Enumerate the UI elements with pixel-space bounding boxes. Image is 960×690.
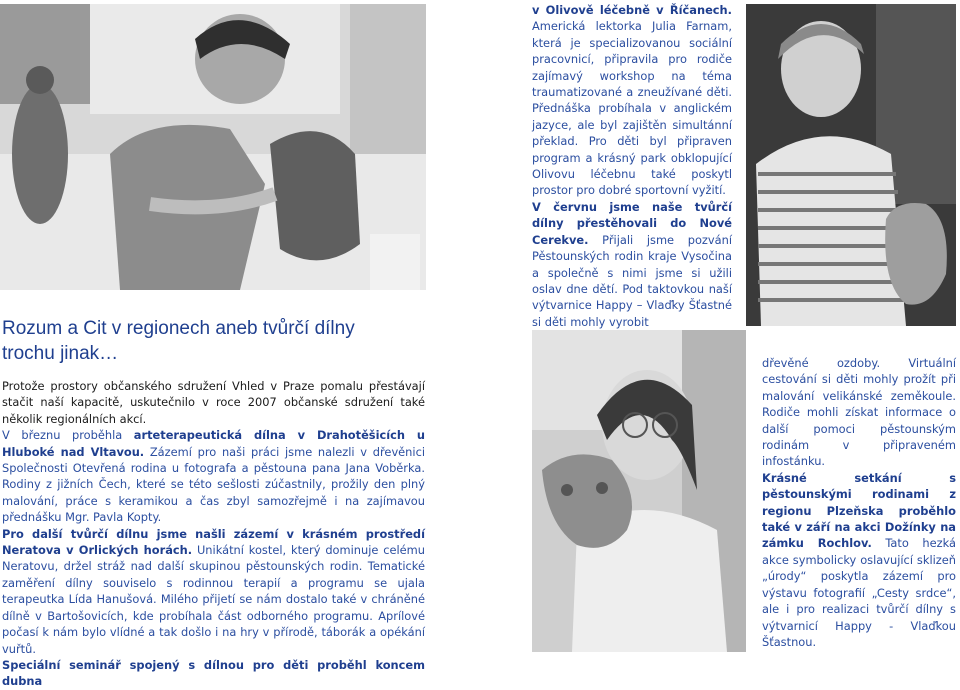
left-p3-rest: Unikátní kostel, který dominuje celému Neratovu, držel stráž nad další skupinou pěstounských rodin. Tematické zaměření dílny souviselo s rodinnou terapií a programu se ujala terapeutka Lída Hanušová. Milého přijetí se nám dostalo také v chráněné dílně v Bartošovicích, kde probíhala část odborného programu. Aprílové počasí k nám bylo vlídné a tak došlo i na hry v přírodě, táborák a opékání vuřtů. bbox=[2, 543, 425, 656]
left-column-text bbox=[2, 378, 425, 690]
left-p3-bold: Pro další tvůrčí dílnu jsme našli zázemí v krásném prostředí Neratova v Orlických horách. bbox=[2, 526, 425, 558]
middle-p2-rest: Přijali jsme pozvání Pěstounských rodin kraje Vysočina a společně s nimi jsme si užili oslav dne dětí. Pod taktovkou naší výtvarnice Happy – Vlaďky Šťastné si děti mohly vyrobit bbox=[532, 232, 733, 329]
middle-p1-rest: Americká lektorka Julia Farnam, která je specializovanou sociální pracovnicí, připravila pro rodiče zajímavý workshop na téma traumatizované a zneužívané děti. Přednáška probíhala v anglickém jazyce, ale byl zajištěn simultánní překlad. Pro děti byl připraven program a krásný park obklopující Olivovu léčebnu také poskytl prostor pro dobré sportovní vyžití. bbox=[532, 19, 732, 198]
right-paragraph-2 bbox=[762, 470, 956, 650]
girl-mask-image bbox=[532, 330, 746, 652]
left-p2-bold: arteterapeutická dílna v Drahotěšicích u Hluboké nad Vltavou. bbox=[2, 428, 426, 459]
photo-boy-painting bbox=[0, 4, 426, 290]
right-column-text bbox=[762, 355, 956, 650]
right-p2-rest: Tato hezká akce symbolicky oslavující sklizeň „úrody“ poskytla zázemí pro výstavu fotografií „Cesty srdce“, ale i pro realizaci tvůrčí dílny s výtvarnicí Happy - Vlaďkou Šťastnou. bbox=[762, 536, 956, 649]
photo-girl-mask bbox=[532, 330, 746, 652]
middle-p2-bold: V červnu jsme naše tvůrčí dílny přestěhovali do Nové Cerekve. bbox=[532, 199, 732, 247]
left-paragraph-2 bbox=[2, 427, 425, 525]
middle-p1-bold: v Olivově léčebně v Říčanech. bbox=[532, 3, 732, 17]
left-p4-bold: Speciální seminář spojený s dílnou pro děti proběhl koncem dubna bbox=[2, 657, 425, 689]
left-p2-rest: Zázemí pro naši práci jsme nalezli v dřevěnici Společnosti Otevřená rodina u fotografa a pěstouna pana Jana Voběrka. Rodiny z jižních Čech, které se této sešlosti zúčastnily, prožily den plný malování, práce s keramikou a čas zbyl samozřejmě i na zajímavou přednášku Mgr. Pavla Kopty. bbox=[2, 444, 425, 525]
left-paragraph-1: Protože prostory občanského sdružení Vhled v Praze pomalu přestávají stačit naší kapacitě, uskutečnilo v roce 2007 občanské sdružení také několik regionálních akcí. bbox=[2, 379, 425, 426]
section-heading: Rozum a Cit v regionech aneb tvůrčí dílny trochu jinak… bbox=[2, 318, 355, 364]
photo-boy-striped bbox=[746, 4, 956, 326]
middle-paragraph-2 bbox=[532, 199, 732, 330]
left-paragraph-3 bbox=[2, 526, 425, 657]
right-paragraph-1: dřevěné ozdoby. Virtuální cestování si děti mohly prožít při malování velikánské zeměkoule. Rodiče mohli získat informace o další pomoci pěstounským rodinám v připraveném infostánku. bbox=[762, 356, 956, 469]
middle-paragraph-1 bbox=[532, 2, 732, 199]
left-paragraph-4 bbox=[2, 657, 425, 690]
right-p2-bold: Krásné setkání s pěstounskými rodinami z regionu Plzeňska proběhlo také v září na akci Dožínky na zámku Rochlov. bbox=[762, 470, 956, 551]
boy-striped-image bbox=[746, 4, 956, 326]
boy-painting-image bbox=[0, 4, 426, 290]
left-p2-lead: V březnu proběhla bbox=[2, 428, 123, 443]
middle-column-text bbox=[532, 2, 732, 330]
